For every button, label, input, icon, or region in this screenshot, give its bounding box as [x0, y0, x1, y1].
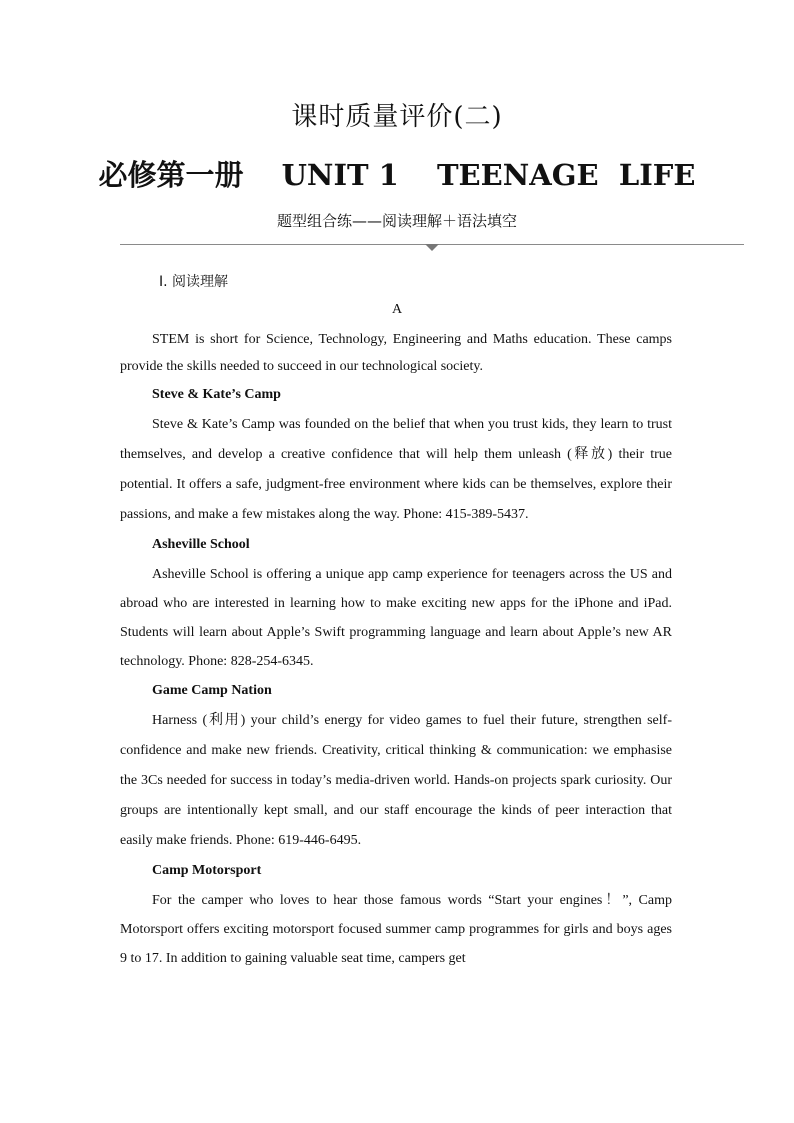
passage-label: A	[391, 302, 403, 317]
camp-heading: Game Camp Nation	[152, 683, 272, 698]
camp-heading: Steve & Kate’s Camp	[152, 387, 281, 402]
passage-intro: STEM is short for Science, Technology, Engineering and Maths education. These camps provide the skills needed to succeed in our technological society.	[120, 332, 672, 374]
unit-number: UNIT 1	[281, 158, 399, 192]
camp-description: Asheville School is offering a unique app camp experience for teenagers across the US and abroad who are interested in learning how to make exciting new apps for the iPhone and iPad. Students will learn about Apple’s Swift programming language and learn about Apple’s new AR technology. Phone: 828-254-6345.	[120, 567, 672, 669]
section-label: Ⅰ. 阅读理解	[159, 274, 229, 290]
camp-heading: Asheville School	[152, 537, 250, 552]
divider-triangle-icon	[425, 244, 439, 251]
unit-book: 必修第一册	[98, 158, 244, 192]
unit-heading	[0, 153, 794, 194]
passage-body	[120, 326, 672, 973]
camp-description: Steve & Kate’s Camp was founded on the belief that when you trust kids, they learn to trust themselves, and develop a creative confidence that will help them unleash (释放) their true potential. It offers a safe, judgment-free environment where kids can be themselves, explore their passions, and make a few mistakes along the way. Phone: 415-389-5437.	[120, 417, 672, 522]
page-subtitle: 题型组合练——阅读理解＋语法填空	[276, 212, 517, 230]
camp-heading: Camp Motorsport	[152, 863, 262, 878]
camp-description: For the camper who loves to hear those famous words “Start your engines！”, Camp Motorsport offers exciting motorsport focused summer camp programmes for girls and boys ages 9 to 17. In addition to gaining valuable seat time, campers get	[120, 893, 672, 966]
unit-name: TEENAGE LIFE	[436, 158, 696, 192]
page-title: 课时质量评价(二)	[291, 102, 503, 132]
camp-description: Harness (利用) your child’s energy for video games to fuel their future, strengthen self-confidence and make new friends. Creativity, critical thinking & communication: we emphasise the 3Cs needed for success in today’s media-driven world. Hands-on projects spark curiosity. Our groups are intentionally kept small, and our staff encourage the kinds of peer interaction that easily make friends. Phone: 619-446-6495.	[120, 713, 672, 848]
